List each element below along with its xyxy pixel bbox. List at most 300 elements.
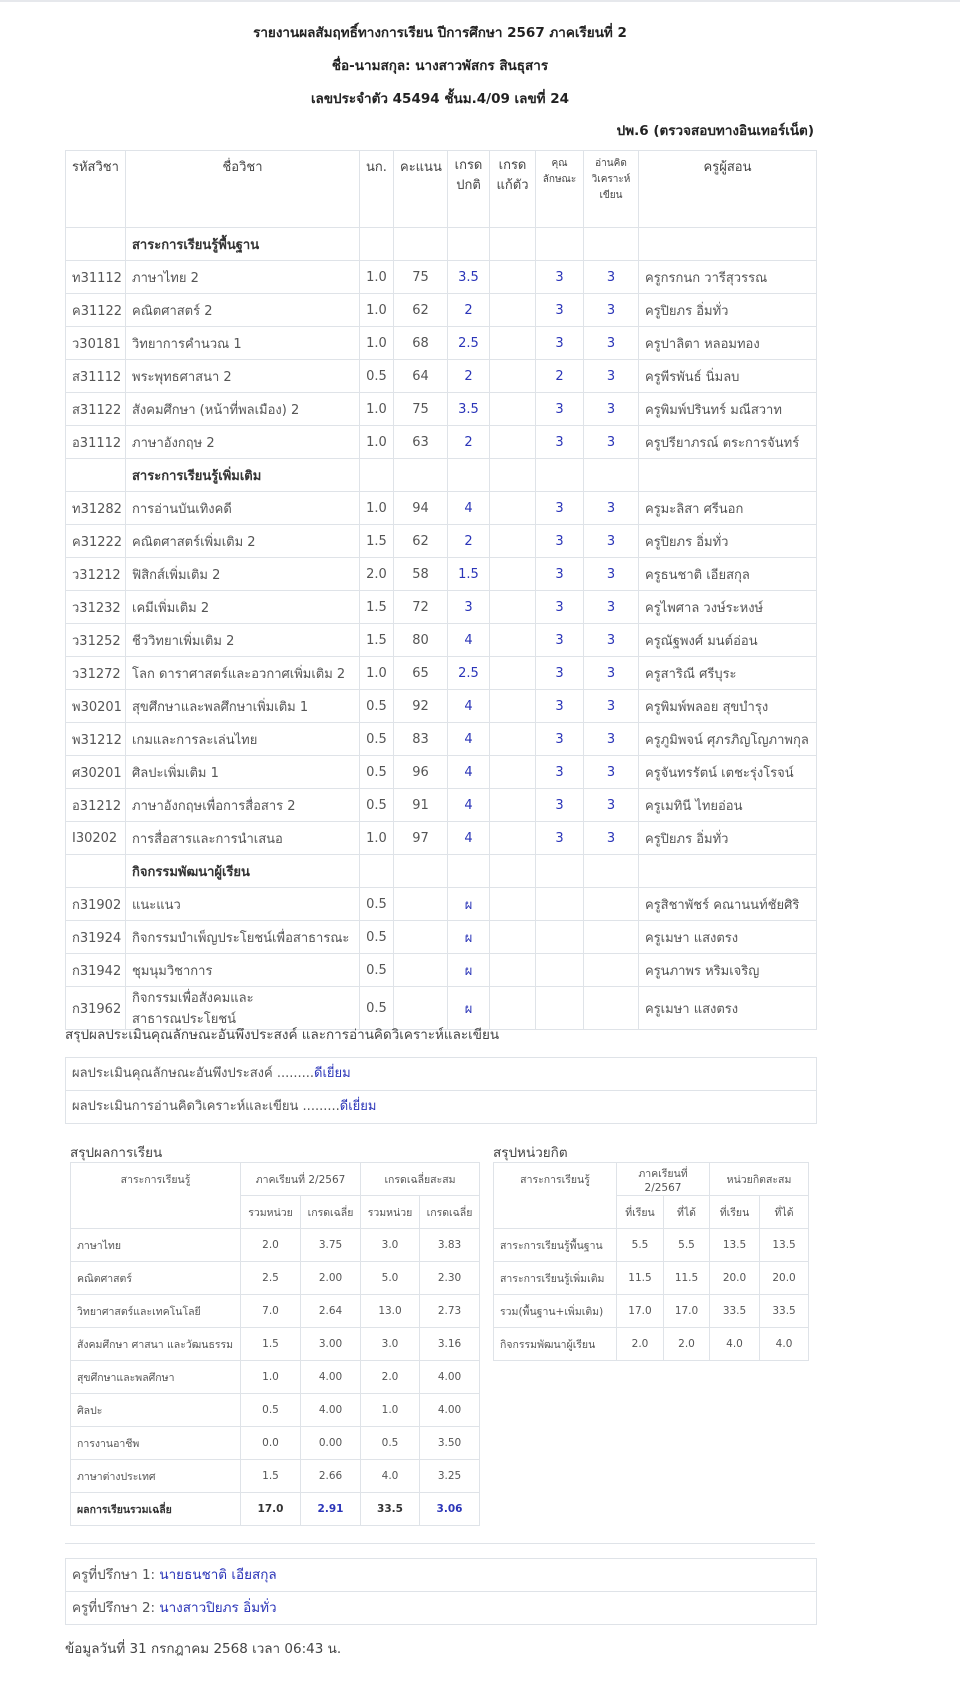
col-teacher: ครูผู้สอน <box>639 151 817 228</box>
subject-name: ศิลปะเพิ่มเติม 1 <box>126 756 360 789</box>
score <box>394 888 448 921</box>
characteristics: 3 <box>536 822 584 855</box>
subject-code: ค31122 <box>66 294 126 327</box>
score: 63 <box>394 426 448 459</box>
term-gpa: 2.66 <box>301 1460 361 1493</box>
teacher: ครูภูมิพจน์ ศุภรภิญโญภาพกุล <box>639 723 817 756</box>
score: 96 <box>394 756 448 789</box>
score: 80 <box>394 624 448 657</box>
subject-code: ก31962 <box>66 987 126 1030</box>
top-border <box>0 0 960 2</box>
teacher: ครูปิยภร อิ่มทั่ว <box>639 525 817 558</box>
grade: 4 <box>448 690 490 723</box>
term-taken: 17.0 <box>617 1295 664 1328</box>
score: 91 <box>394 789 448 822</box>
cum-gpa: 4.00 <box>420 1361 480 1394</box>
teacher: ครูกรกนก วารีสุวรรณ <box>639 261 817 294</box>
regrade <box>490 393 536 426</box>
learning-area: กิจกรรมพัฒนาผู้เรียน <box>494 1328 617 1361</box>
advisor-2 <box>66 1592 816 1624</box>
subject-name: การอ่านบันเทิงคดี <box>126 492 360 525</box>
group-name: สาระการเรียนรู้พื้นฐาน <box>126 228 360 261</box>
table-row <box>66 657 817 690</box>
subject-name: สังคมศึกษา (หน้าที่พลเมือง) 2 <box>126 393 360 426</box>
term-gpa: 0.00 <box>301 1427 361 1460</box>
teacher: ครูปาลิตา หลอมทอง <box>639 327 817 360</box>
regrade <box>490 327 536 360</box>
grade: 4 <box>448 723 490 756</box>
characteristics <box>536 987 584 1030</box>
table-row <box>494 1229 809 1262</box>
regrade <box>490 954 536 987</box>
grades-table <box>65 150 817 1030</box>
reading-eval: 3 <box>584 294 639 327</box>
regrade <box>490 657 536 690</box>
table-row <box>66 360 817 393</box>
learning-area: คณิตศาสตร์ <box>71 1262 241 1295</box>
group-empty-cell <box>360 459 394 492</box>
evaluation-box <box>65 1057 817 1124</box>
characteristics <box>536 888 584 921</box>
score <box>394 921 448 954</box>
group-empty-cell <box>536 459 584 492</box>
total-cum-gpa: 3.06 <box>420 1493 480 1526</box>
credit: 1.0 <box>360 657 394 690</box>
table-row <box>66 690 817 723</box>
regrade <box>490 261 536 294</box>
reading-eval: 3 <box>584 327 639 360</box>
score: 62 <box>394 525 448 558</box>
learning-area: สาระการเรียนรู้เพิ่มเติม <box>494 1262 617 1295</box>
reading-eval <box>584 921 639 954</box>
subject-name: วิทยาการคำนวณ 1 <box>126 327 360 360</box>
col-reading: อ่านคิด วิเคราะห์ เขียน <box>584 151 639 228</box>
eval-char-value: ดีเยี่ยม <box>314 1066 351 1081</box>
regrade <box>490 492 536 525</box>
teacher: ครูเมทินี ไทยอ่อน <box>639 789 817 822</box>
term-units: 1.0 <box>241 1361 301 1394</box>
credit: 1.5 <box>360 525 394 558</box>
reading-eval <box>584 954 639 987</box>
table-row <box>66 327 817 360</box>
credit: 1.0 <box>360 822 394 855</box>
col-score: คะแนน <box>394 151 448 228</box>
credit: 0.5 <box>360 756 394 789</box>
grade: 4 <box>448 822 490 855</box>
advisor-1 <box>66 1559 816 1592</box>
subject-code: ก31924 <box>66 921 126 954</box>
score: 62 <box>394 294 448 327</box>
subject-code: พ30201 <box>66 690 126 723</box>
characteristics: 3 <box>536 558 584 591</box>
subject-name: คณิตศาสตร์เพิ่มเติม 2 <box>126 525 360 558</box>
characteristics: 3 <box>536 789 584 822</box>
group-empty-cell <box>536 228 584 261</box>
grade: 2.5 <box>448 657 490 690</box>
reading-eval: 3 <box>584 261 639 294</box>
subject-code: อ31112 <box>66 426 126 459</box>
subject-name: กิจกรรมบำเพ็ญประโยชน์เพื่อสาธารณะ <box>126 921 360 954</box>
reading-eval: 3 <box>584 492 639 525</box>
group-empty-cell <box>360 855 394 888</box>
cum-units: 3.0 <box>361 1229 420 1262</box>
eval-reading <box>66 1091 816 1123</box>
reading-eval: 3 <box>584 393 639 426</box>
advisors-box <box>65 1558 817 1625</box>
learning-area: วิทยาศาสตร์และเทคโนโลยี <box>71 1295 241 1328</box>
regrade <box>490 525 536 558</box>
cred-sub-taken: ที่เรียน <box>617 1196 664 1229</box>
data-timestamp: ข้อมูลวันที่ 31 กรกฎาคม 2568 เวลา 06:43 น. <box>65 1641 342 1657</box>
teacher: ครูพีรพันธ์ นิ่มลบ <box>639 360 817 393</box>
reading-eval: 3 <box>584 558 639 591</box>
term-gpa: 3.75 <box>301 1229 361 1262</box>
summary-results-title: สรุปผลการเรียน <box>70 1145 163 1161</box>
group-empty-cell <box>66 855 126 888</box>
group-empty-cell <box>490 855 536 888</box>
credit: 0.5 <box>360 360 394 393</box>
table-row <box>66 261 817 294</box>
cred-sub-taken-cum: ที่เรียน <box>710 1196 760 1229</box>
credit: 1.5 <box>360 591 394 624</box>
grade: 2 <box>448 294 490 327</box>
group-empty-cell <box>490 459 536 492</box>
cum-earned: 4.0 <box>760 1328 809 1361</box>
table-row <box>71 1394 480 1427</box>
advisor-2-name[interactable]: นางสาวปิยภร อิ่มทั่ว <box>159 1600 277 1616</box>
characteristics: 3 <box>536 690 584 723</box>
term-gpa: 4.00 <box>301 1394 361 1427</box>
teacher: ครูสาริณี ศรีบุระ <box>639 657 817 690</box>
cum-units: 3.0 <box>361 1328 420 1361</box>
col-regrade: เกรด แก้ตัว <box>490 151 536 228</box>
credit: 0.5 <box>360 921 394 954</box>
table-row <box>71 1262 480 1295</box>
eval-read-value: ดีเยี่ยม <box>339 1099 377 1114</box>
group-empty-cell <box>639 459 817 492</box>
eval-char-label: ผลประเมินคุณลักษณะอันพึงประสงค์ ......... <box>72 1066 315 1081</box>
group-empty-cell <box>360 228 394 261</box>
grade: 2 <box>448 426 490 459</box>
characteristics: 3 <box>536 591 584 624</box>
table-row <box>66 294 817 327</box>
total-term-gpa: 2.91 <box>301 1493 361 1526</box>
table-row <box>66 822 817 855</box>
res-col-term: ภาคเรียนที่ 2/2567 <box>241 1163 361 1196</box>
group-row <box>66 228 817 261</box>
cum-taken: 20.0 <box>710 1262 760 1295</box>
group-empty-cell <box>584 228 639 261</box>
credit: 1.0 <box>360 294 394 327</box>
teacher: ครูพิมพ์ปรินทร์ มณีสวาท <box>639 393 817 426</box>
summary-credits-table <box>493 1162 809 1361</box>
reading-eval: 3 <box>584 525 639 558</box>
subject-code: ว30181 <box>66 327 126 360</box>
reading-eval: 3 <box>584 690 639 723</box>
credit: 1.0 <box>360 261 394 294</box>
teacher: ครูปรียาภรณ์ ตระการจันทร์ <box>639 426 817 459</box>
term-units: 1.5 <box>241 1328 301 1361</box>
teacher: ครูมะลิสา ศรีนอก <box>639 492 817 525</box>
credit: 0.5 <box>360 987 394 1030</box>
reading-eval: 3 <box>584 360 639 393</box>
cum-gpa: 3.25 <box>420 1460 480 1493</box>
subject-code: I30202 <box>66 822 126 855</box>
regrade <box>490 756 536 789</box>
term-earned: 17.0 <box>664 1295 710 1328</box>
learning-area: การงานอาชีพ <box>71 1427 241 1460</box>
teacher: ครูปิยภร อิ่มทั่ว <box>639 294 817 327</box>
credit: 0.5 <box>360 723 394 756</box>
group-empty-cell <box>448 459 490 492</box>
learning-area: สาระการเรียนรู้พื้นฐาน <box>494 1229 617 1262</box>
grade: 2 <box>448 360 490 393</box>
teacher: ครูเมษา แสงตรง <box>639 987 817 1030</box>
credit: 1.0 <box>360 492 394 525</box>
total-term-units: 17.0 <box>241 1493 301 1526</box>
table-row <box>66 789 817 822</box>
eval-characteristics <box>66 1058 816 1091</box>
grade: 2 <box>448 525 490 558</box>
score: 94 <box>394 492 448 525</box>
score: 58 <box>394 558 448 591</box>
regrade <box>490 921 536 954</box>
characteristics: 3 <box>536 624 584 657</box>
subject-name: ภาษาอังกฤษเพื่อการสื่อสาร 2 <box>126 789 360 822</box>
group-empty-cell <box>639 855 817 888</box>
subject-name: แนะแนว <box>126 888 360 921</box>
cum-gpa: 2.30 <box>420 1262 480 1295</box>
col-subject: ชื่อวิชา <box>126 151 360 228</box>
table-row <box>66 756 817 789</box>
cum-taken: 13.5 <box>710 1229 760 1262</box>
characteristics <box>536 921 584 954</box>
col-characteristics: คุณ ลักษณะ <box>536 151 584 228</box>
characteristics: 3 <box>536 327 584 360</box>
score: 72 <box>394 591 448 624</box>
table-row <box>66 591 817 624</box>
credit: 1.0 <box>360 426 394 459</box>
subject-name: คณิตศาสตร์ 2 <box>126 294 360 327</box>
characteristics: 3 <box>536 393 584 426</box>
term-gpa: 3.00 <box>301 1328 361 1361</box>
term-units: 2.5 <box>241 1262 301 1295</box>
regrade <box>490 822 536 855</box>
table-row <box>66 558 817 591</box>
reading-eval: 3 <box>584 426 639 459</box>
term-gpa: 2.64 <box>301 1295 361 1328</box>
characteristics: 3 <box>536 723 584 756</box>
credit: 1.5 <box>360 624 394 657</box>
res-col-cum: เกรดเฉลี่ยสะสม <box>361 1163 480 1196</box>
group-empty-cell <box>490 228 536 261</box>
regrade <box>490 426 536 459</box>
cred-col-cum: หน่วยกิตสะสม <box>710 1163 809 1196</box>
grade: ผ <box>448 888 490 921</box>
table-row <box>66 888 817 921</box>
section-divider <box>65 1543 815 1544</box>
learning-area: สุขศึกษาและพลศึกษา <box>71 1361 241 1394</box>
score: 92 <box>394 690 448 723</box>
score: 97 <box>394 822 448 855</box>
regrade <box>490 294 536 327</box>
grade: 3.5 <box>448 261 490 294</box>
score: 68 <box>394 327 448 360</box>
regrade <box>490 360 536 393</box>
subject-code: ท31112 <box>66 261 126 294</box>
total-cum-units: 33.5 <box>361 1493 420 1526</box>
regrade <box>490 690 536 723</box>
table-row <box>66 393 817 426</box>
cum-units: 5.0 <box>361 1262 420 1295</box>
subject-code: ค31222 <box>66 525 126 558</box>
learning-area: ภาษาไทย <box>71 1229 241 1262</box>
reading-eval: 3 <box>584 723 639 756</box>
credit: 0.5 <box>360 789 394 822</box>
group-empty-cell <box>448 855 490 888</box>
group-row <box>66 855 817 888</box>
subject-name: ภาษาอังกฤษ 2 <box>126 426 360 459</box>
regrade <box>490 888 536 921</box>
regrade <box>490 624 536 657</box>
table-row <box>494 1262 809 1295</box>
subject-code: ส31122 <box>66 393 126 426</box>
reading-eval: 3 <box>584 822 639 855</box>
teacher: ครูจันทรรัตน์ เตชะรุ่งโรจน์ <box>639 756 817 789</box>
score: 83 <box>394 723 448 756</box>
cum-units: 4.0 <box>361 1460 420 1493</box>
reading-eval: 3 <box>584 789 639 822</box>
term-units: 0.5 <box>241 1394 301 1427</box>
characteristics: 3 <box>536 492 584 525</box>
characteristics: 3 <box>536 294 584 327</box>
advisor-1-label: ครูที่ปรึกษา 1: <box>72 1567 160 1583</box>
subject-name: การสื่อสารและการนำเสนอ <box>126 822 360 855</box>
cum-gpa: 3.16 <box>420 1328 480 1361</box>
student-id-line: เลขประจำตัว 45494 ชั้นม.4/09 เลขที่ 24 <box>310 91 570 107</box>
evaluation-title: สรุปผลประเมินคุณลักษณะอันพึงประสงค์ และการอ่านคิดวิเคราะห์และเขียน <box>65 1027 500 1043</box>
cum-earned: 33.5 <box>760 1295 809 1328</box>
advisor-1-name[interactable]: นายธนชาติ เอียสกุล <box>159 1567 277 1583</box>
group-name: สาระการเรียนรู้เพิ่มเติม <box>126 459 360 492</box>
table-row <box>71 1229 480 1262</box>
credit: 1.0 <box>360 393 394 426</box>
credit: 2.0 <box>360 558 394 591</box>
group-empty-cell <box>66 459 126 492</box>
subject-name: โลก ดาราศาสตร์และอวกาศเพิ่มเติม 2 <box>126 657 360 690</box>
total-row <box>71 1493 480 1526</box>
total-label: ผลการเรียนรวมเฉลี่ย <box>71 1493 241 1526</box>
teacher: ครูเมษา แสงตรง <box>639 921 817 954</box>
table-row <box>66 723 817 756</box>
grade: 1.5 <box>448 558 490 591</box>
characteristics <box>536 954 584 987</box>
report-title: รายงานผลสัมฤทธิ์ทางการเรียน ปีการศึกษา 2567 ภาคเรียนที่ 2 <box>253 25 627 41</box>
table-row <box>66 426 817 459</box>
cum-earned: 13.5 <box>760 1229 809 1262</box>
group-empty-cell <box>536 855 584 888</box>
characteristics: 3 <box>536 261 584 294</box>
reading-eval: 3 <box>584 657 639 690</box>
credit: 0.5 <box>360 888 394 921</box>
regrade <box>490 723 536 756</box>
score: 64 <box>394 360 448 393</box>
grade: 4 <box>448 789 490 822</box>
credit: 0.5 <box>360 690 394 723</box>
learning-area: สังคมศึกษา ศาสนา และวัฒนธรรม <box>71 1328 241 1361</box>
student-name: ชื่อ-นามสกุล: นางสาวพัสกร สินธุสาร <box>331 58 549 74</box>
characteristics: 3 <box>536 525 584 558</box>
term-units: 7.0 <box>241 1295 301 1328</box>
table-row <box>66 624 817 657</box>
teacher: ครูปิยภร อิ่มทั่ว <box>639 822 817 855</box>
table-row <box>66 921 817 954</box>
cum-units: 0.5 <box>361 1427 420 1460</box>
group-empty-cell <box>639 228 817 261</box>
term-units: 1.5 <box>241 1460 301 1493</box>
characteristics: 3 <box>536 756 584 789</box>
term-taken: 2.0 <box>617 1328 664 1361</box>
subject-name: พระพุทธศาสนา 2 <box>126 360 360 393</box>
subject-name: ชีววิทยาเพิ่มเติม 2 <box>126 624 360 657</box>
subject-code: ก31902 <box>66 888 126 921</box>
table-row <box>66 525 817 558</box>
subject-code: อ31212 <box>66 789 126 822</box>
group-empty-cell <box>394 228 448 261</box>
table-row <box>66 492 817 525</box>
subject-code: ว31272 <box>66 657 126 690</box>
cum-taken: 4.0 <box>710 1328 760 1361</box>
learning-area: ภาษาต่างประเทศ <box>71 1460 241 1493</box>
summary-results-table <box>70 1162 480 1526</box>
subject-code: ส31112 <box>66 360 126 393</box>
col-grade: เกรด ปกติ <box>448 151 490 228</box>
score: 65 <box>394 657 448 690</box>
group-empty-cell <box>584 855 639 888</box>
credit: 1.0 <box>360 327 394 360</box>
table-row <box>66 954 817 987</box>
grade: 4 <box>448 492 490 525</box>
form-label: ปพ.6 (ตรวจสอบทางอินเทอร์เน็ต) <box>616 123 814 139</box>
table-row <box>71 1295 480 1328</box>
reading-eval <box>584 888 639 921</box>
term-taken: 11.5 <box>617 1262 664 1295</box>
regrade <box>490 591 536 624</box>
teacher: ครูณัฐพงศ์ มนต์อ่อน <box>639 624 817 657</box>
learning-area: รวม(พื้นฐาน+เพิ่มเติม) <box>494 1295 617 1328</box>
subject-name: ฟิสิกส์เพิ่มเติม 2 <box>126 558 360 591</box>
reading-eval <box>584 987 639 1030</box>
subject-name: เกมและการละเล่นไทย <box>126 723 360 756</box>
group-empty-cell <box>584 459 639 492</box>
res-col-area: สาระการเรียนรู้ <box>71 1163 241 1229</box>
term-taken: 5.5 <box>617 1229 664 1262</box>
table-row <box>494 1328 809 1361</box>
characteristics: 2 <box>536 360 584 393</box>
cum-gpa: 2.73 <box>420 1295 480 1328</box>
term-units: 0.0 <box>241 1427 301 1460</box>
cred-sub-earned: ที่ได้ <box>664 1196 710 1229</box>
group-empty-cell <box>448 228 490 261</box>
term-units: 2.0 <box>241 1229 301 1262</box>
table-row <box>71 1361 480 1394</box>
cum-gpa: 3.50 <box>420 1427 480 1460</box>
regrade <box>490 789 536 822</box>
res-sub-gpa: เกรดเฉลี่ย <box>301 1196 361 1229</box>
cred-col-term: ภาคเรียนที่ 2/2567 <box>617 1163 710 1196</box>
teacher: ครูสิชาพัชร์ คณานนท์ชัยศิริ <box>639 888 817 921</box>
subject-code: พ31212 <box>66 723 126 756</box>
